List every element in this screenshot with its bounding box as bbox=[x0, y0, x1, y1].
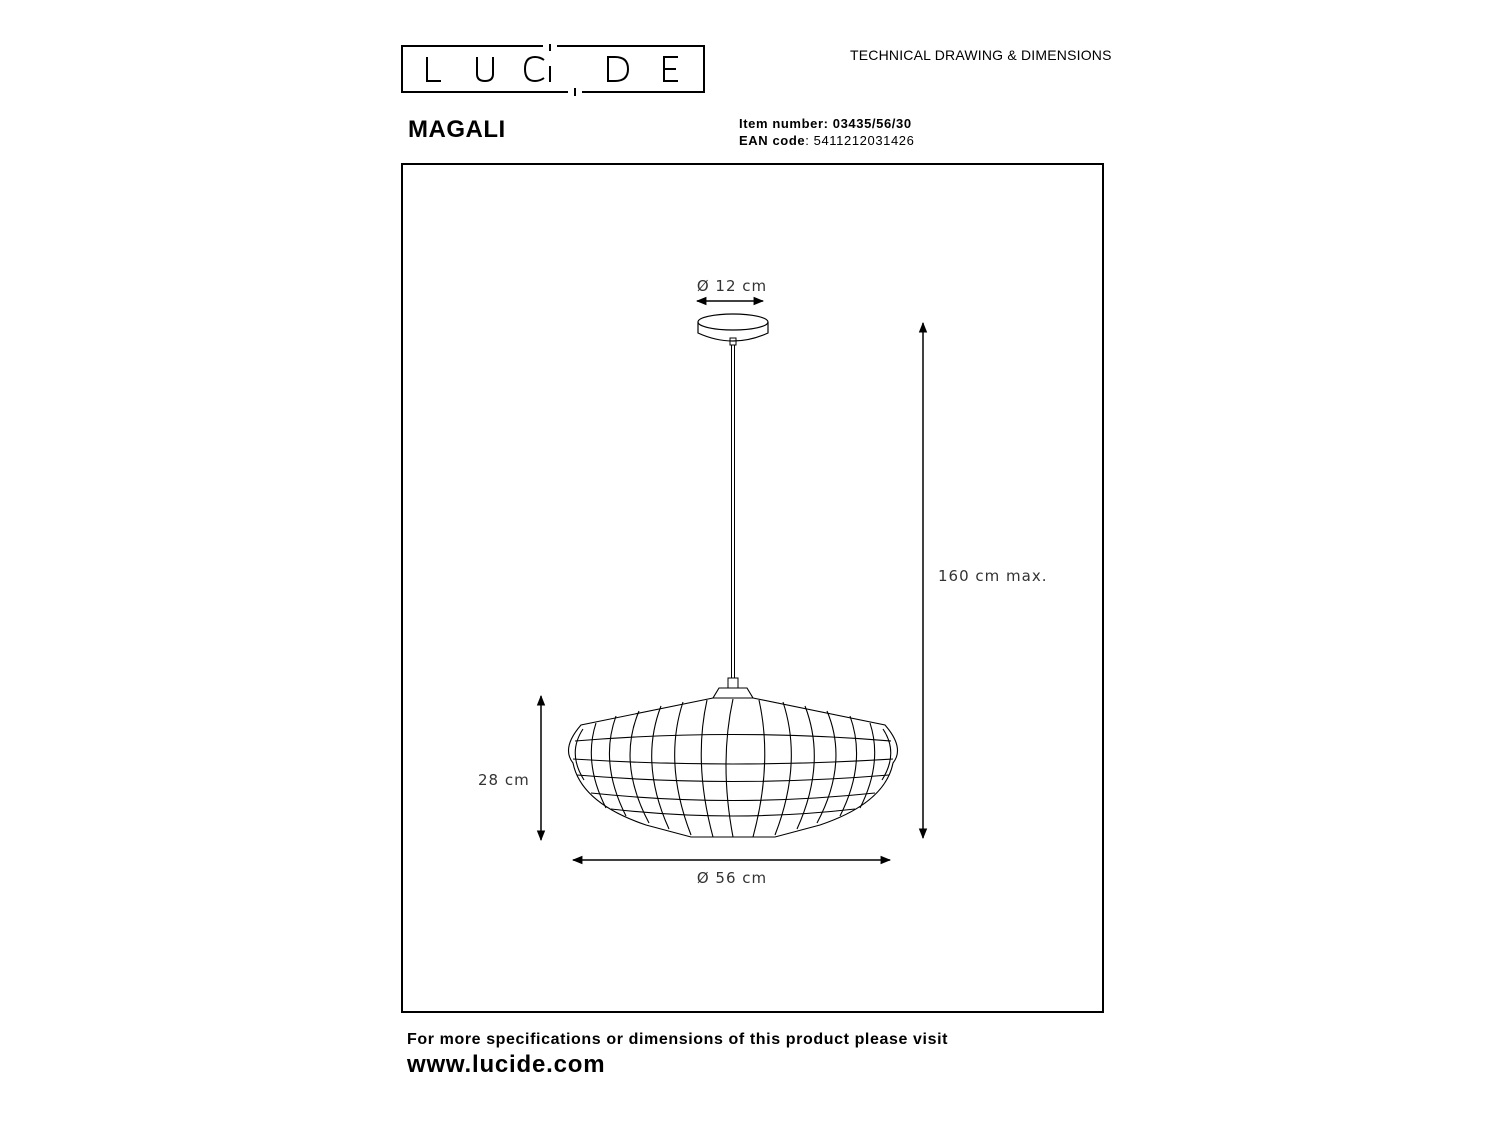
website-link[interactable]: www.lucide.com bbox=[407, 1051, 606, 1078]
ean-value: 5411212031426 bbox=[813, 133, 915, 148]
cord bbox=[728, 338, 738, 688]
technical-drawing bbox=[401, 163, 1104, 1013]
ean-label: EAN code bbox=[739, 133, 806, 148]
canopy bbox=[698, 314, 768, 341]
shade-diameter-label: Ø 56 cm bbox=[696, 869, 768, 887]
item-number-value: 03435/56/30 bbox=[832, 116, 912, 131]
lucide-logo bbox=[400, 44, 706, 96]
item-number-row bbox=[739, 115, 914, 132]
pendant-shade bbox=[569, 688, 898, 837]
product-name: MAGALI bbox=[408, 116, 506, 143]
item-info bbox=[739, 115, 914, 149]
ean-row: EAN code: 5411212031426 bbox=[739, 133, 915, 148]
total-height-label: 160 cm max. bbox=[938, 567, 1048, 585]
shade-height-label: 28 cm bbox=[478, 771, 530, 789]
canopy-diameter-label: Ø 12 cm bbox=[696, 277, 768, 295]
footer-note: For more specifications or dimensions of this product please visit bbox=[407, 1031, 949, 1048]
document-type: TECHNICAL DRAWING & DIMENSIONS bbox=[850, 47, 1112, 63]
item-number-label: Item number: bbox=[739, 116, 829, 131]
